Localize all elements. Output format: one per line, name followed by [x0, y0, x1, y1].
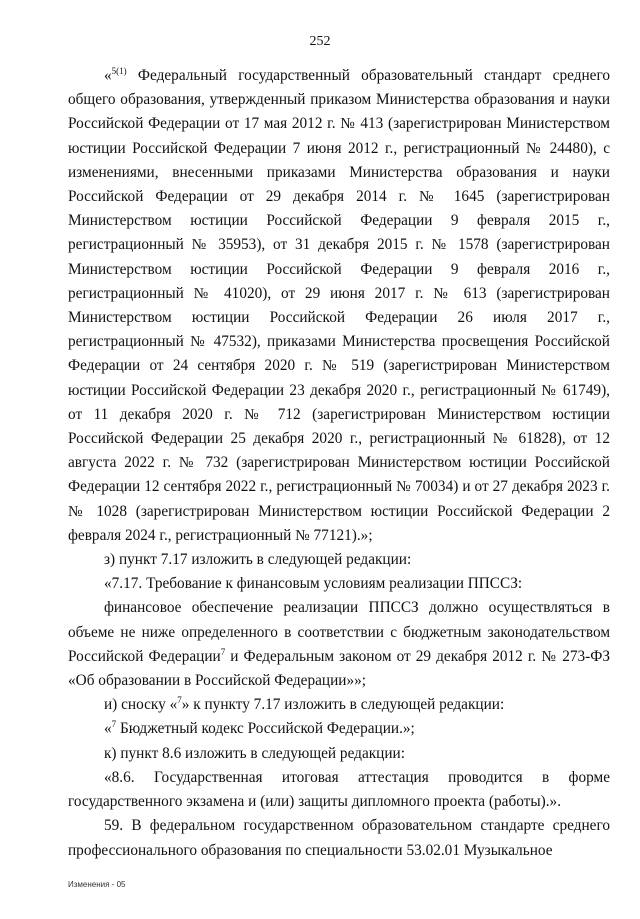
paragraph-financial-support — [68, 596, 610, 693]
footnote-marker: 7 — [220, 646, 226, 657]
paragraph-text: и) сноску « — [104, 696, 178, 714]
paragraph-8-6: «8.6. Государственная итоговая аттестация проводится в форме государственного экзамена и (или) защиты дипломного проекта (работы).». — [68, 768, 610, 811]
footer-label: Изменения - 05 — [68, 880, 126, 889]
paragraph-text: финансовое обеспечение реализации ППССЗ должно осуществляться в объеме не ниже определенного в соответствии с бюджетным законодательством Российской Федерации — [68, 599, 610, 665]
paragraph-text: и Федеральным законом от 29 декабря 2012 г. № 273-ФЗ «Об образовании в Российской Федерации»»; — [68, 647, 611, 690]
document-body — [68, 64, 610, 863]
footnote-marker: 7 — [177, 695, 182, 706]
open-quote: « — [104, 720, 112, 738]
paragraph-59: 59. В федеральном государственном образовательном стандарте среднего профессионального образования по специальности 53.02.01 Музыкальное — [68, 817, 610, 859]
paragraph-footnote-7 — [68, 717, 610, 741]
footnote-marker: 7 — [111, 719, 117, 730]
footnote-marker: 5(1) — [111, 65, 127, 76]
paragraph-item-k: к) пункт 8.6 изложить в следующей редакции: — [104, 744, 405, 762]
page-number: 252 — [309, 34, 331, 49]
paragraph-text: » к пункту 7.17 изложить в следующей редакции: — [181, 696, 505, 714]
paragraph-text: Федеральный государственный образовательный стандарт среднего общего образования, утвержденный приказом Министерства образования и науки Российской Федерации от 17 мая 2012 г. № 413 (зарегистрирован Министерством юстиции Российской Федерации 7 июня 2012 г., регистрационный № 24480), с изменениями, внесенными приказами Министерства образования и науки Российской Федерации от 29 декабря 2014 г. № 1645 (зарегистрирован Министерством юстиции Российской Федерации 9 февраля 2015 г., регистрационный № 35953), от 31 декабря 2015 г. № 1578 (зарегистрирован Министерством юстиции Российской Федерации 9 февраля 2016 г., регистрационный № 41020), от 29 июня 2017 г. № 613 (зарегистрирован Министерством юстиции Российской Федерации 26 июля 2017 г., регистрационный № 47532), приказами Министерства просвещения Российской Федерации от 24 сентября 2020 г. № 519 (зарегистрирован Министерством юстиции Российской Федерации 23 декабря 2020 г., регистрационный № 61749), от 11 декабря 2020 г. № 712 (зарегистрирован Министерством юстиции Российской Федерации 25 декабря 2020 г., регистрационный № 61828), от 12 августа 2022 г. № 732 (зарегистрирован Министерством юстиции Российской Федерации 12 сентября 2022 г., регистрационный № 70034) и от 27 декабря 2023 г. № 1028 (зарегистрирован Министерством юстиции Российской Федерации 2 февраля 2024 г., регистрационный № 77121).»; — [68, 67, 610, 544]
paragraph-text: Бюджетный кодекс Российской Федерации.»; — [116, 720, 415, 738]
paragraph-item-z: з) пункт 7.17 изложить в следующей редакции: — [104, 551, 412, 569]
paragraph-item-i — [68, 693, 610, 717]
paragraph-7-17-heading: «7.17. Требование к финансовым условиям реализации ППССЗ: — [104, 575, 523, 593]
paragraph-footnote-5-1 — [68, 64, 610, 548]
open-quote: « — [104, 67, 112, 84]
